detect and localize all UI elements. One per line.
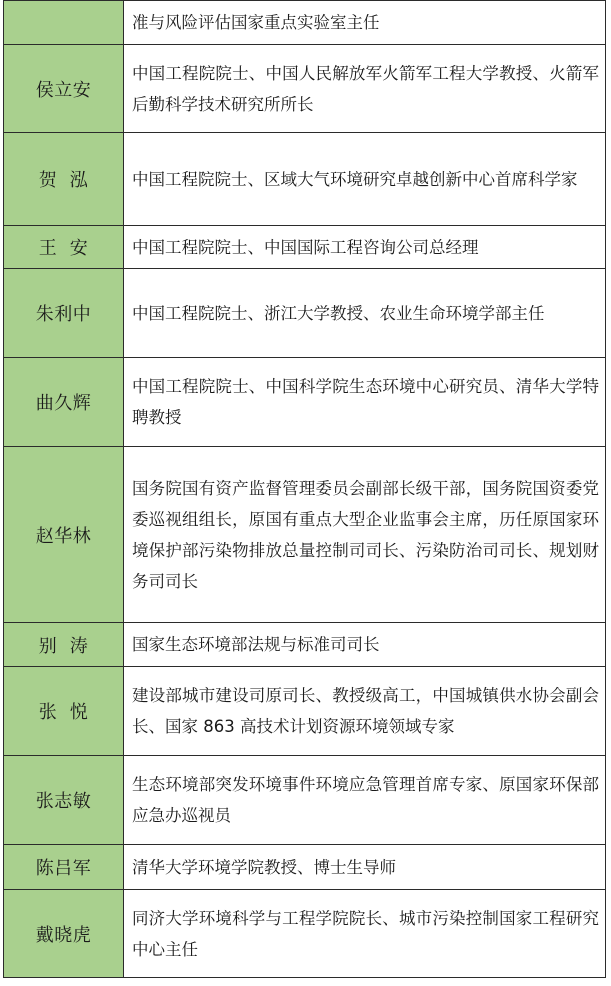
name-cell [4,623,124,667]
expert-name: 张 悦 [38,702,89,723]
description-cell: 中国工程院院士、中国科学院生态环境中心研究员、清华大学特聘教授 [124,358,606,447]
name-cell [4,269,124,358]
name-cell [4,756,124,845]
table-row [4,269,606,358]
name-cell [4,1,124,45]
name-cell [4,845,124,890]
table-row [4,226,606,269]
expert-name: 王 安 [38,238,89,259]
expert-name: 贺 泓 [38,170,89,191]
table-row [4,667,606,756]
expert-name: 陈吕军 [35,858,92,879]
name-cell [4,890,124,978]
expert-name: 张志敏 [35,791,92,812]
expert-name: 侯立安 [35,79,92,101]
expert-name: 赵华林 [35,525,92,547]
table-row [4,623,606,667]
experts-table [3,0,606,978]
description-cell: 中国工程院院士、浙江大学教授、农业生命环境学部主任 [124,269,606,358]
description-cell: 中国工程院院士、区域大气环境研究卓越创新中心首席科学家 [124,133,606,226]
name-cell [4,358,124,447]
expert-name: 戴晓虎 [35,924,92,946]
name-cell [4,447,124,623]
description-cell: 中国工程院院士、中国国际工程咨询公司总经理 [124,226,606,269]
table-row [4,845,606,890]
table-row [4,447,606,623]
description-cell: 国务院国有资产监督管理委员会副部长级干部，国务院国资委党委巡视组组长，原国有重点大型企业监事会主席，历任原国家环境保护部污染物排放总量控制司司长、污染防治司司长、规划财务司司长 [124,447,606,623]
table-row [4,133,606,226]
table-row [4,890,606,978]
table-row [4,45,606,133]
table-row [4,358,606,447]
table-row [4,756,606,845]
expert-name: 别 涛 [38,635,89,657]
description-cell: 生态环境部突发环境事件环境应急管理首席专家、原国家环保部应急办巡视员 [124,756,606,845]
name-cell [4,667,124,756]
description-cell: 准与风险评估国家重点实验室主任 [124,1,606,45]
description-cell: 建设部城市建设司原司长、教授级高工，中国城镇供水协会副会长、国家 863 高技术计划资源环境领域专家 [124,667,606,756]
expert-name: 曲久辉 [35,393,92,414]
description-cell: 中国工程院院士、中国人民解放军火箭军工程大学教授、火箭军后勤科学技术研究所所长 [124,45,606,133]
table-row [4,1,606,45]
name-cell [4,133,124,226]
description-cell: 同济大学环境科学与工程学院院长、城市污染控制国家工程研究中心主任 [124,890,606,978]
description-cell: 清华大学环境学院教授、博士生导师 [124,845,606,890]
description-cell: 国家生态环境部法规与标准司司长 [124,623,606,667]
name-cell [4,45,124,133]
expert-name: 朱利中 [35,304,92,325]
name-cell [4,226,124,269]
